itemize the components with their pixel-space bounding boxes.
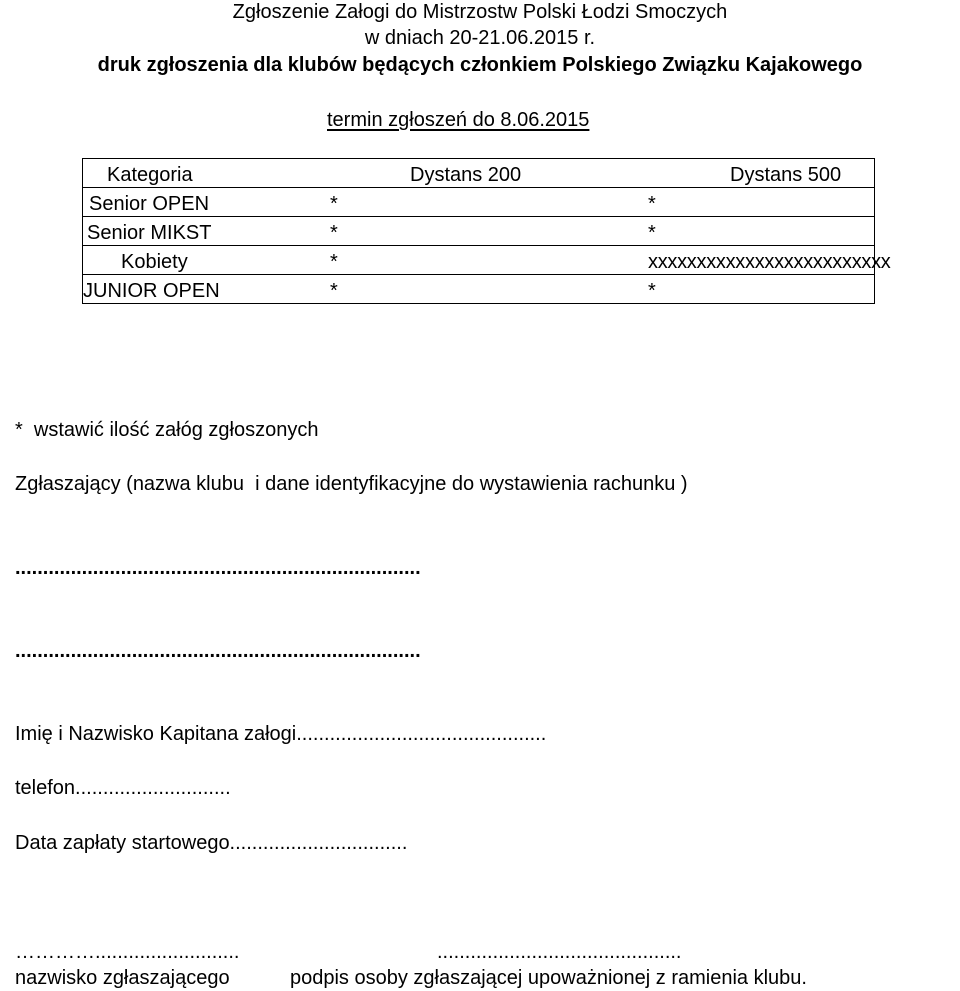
phone-field: telefon............................ [15,777,231,799]
applicant-label: Zgłaszający (nazwa klubu i dane identyfikacyjne do wystawienia rachunku ) [15,473,688,495]
table-cell-d200: * [330,193,338,215]
table-cell-d500: xxxxxxxxxxxxxxxxxxxxxxxxx [648,251,891,273]
footnote: * wstawić ilość załóg zgłoszonych [15,419,319,441]
table-cell-d500: * [648,280,656,302]
table-cell-d200: * [330,251,338,273]
table-divider [83,274,874,275]
table-header-category: Kategoria [107,164,193,186]
applicant-dots-line1: ......................................................................... [15,557,421,579]
table-cell-d200: * [330,280,338,302]
table-header-d500: Dystans 500 [730,164,842,186]
table-cell-category: Senior MIKST [87,222,212,244]
table-cell-d500: * [648,193,656,215]
table-divider [83,245,874,246]
document-title-line1: Zgłoszenie Załogi do Mistrzostw Polski Łodzi Smoczych [232,1,728,23]
table-cell-d200: * [330,222,338,244]
document-title-line2: w dniach 20-21.06.2015 r. [364,27,596,49]
applicant-dots-line2: ......................................................................... [15,640,421,662]
table-cell-category: Kobiety [121,251,188,273]
table-header-d200: Dystans 200 [410,164,522,186]
table-divider [83,216,874,217]
document-subtitle: druk zgłoszenia dla klubów będących członkiem Polskiego Związku Kajakowego [97,54,863,76]
category-table [82,158,891,304]
table-cell-category: Senior OPEN [89,193,210,215]
captain-field: Imię i Nazwisko Kapitana załogi............................................. [15,723,547,745]
table-cell-category: JUNIOR OPEN [83,280,220,302]
signature-dots-right: ............................................ [437,941,682,963]
table-cell-d500: * [648,222,656,244]
payment-date-field: Data zapłaty startowego................................ [15,832,408,854]
signature-label-left: nazwisko zgłaszającego [15,967,230,989]
signature-dots-left: ………….......................... [15,941,240,963]
deadline-text: termin zgłoszeń do 8.06.2015 [327,109,590,131]
table-divider [83,187,874,188]
signature-label-right: podpis osoby zgłaszającej upoważnionej z ramienia klubu. [290,967,807,989]
